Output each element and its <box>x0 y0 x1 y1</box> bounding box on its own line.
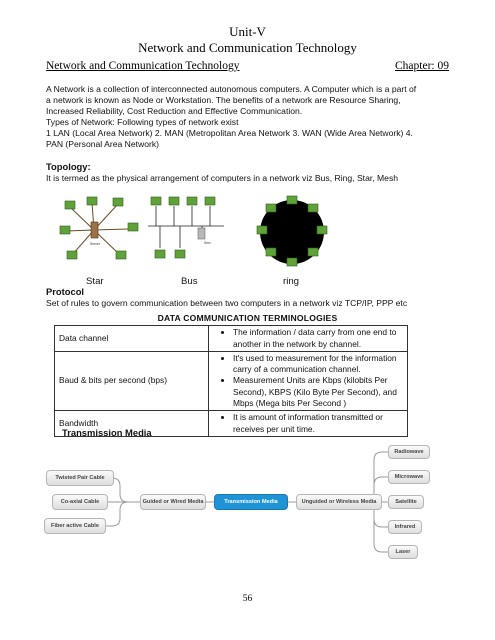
subject-heading: Network and Communication Technology <box>138 40 357 55</box>
star-hub-label: Server <box>90 242 100 246</box>
bus-server-label: Serv <box>204 241 211 245</box>
star-topology-diagram <box>58 195 144 265</box>
mindmap-node-radiowave: Radiowave <box>388 445 430 459</box>
topology-heading: Topology: <box>46 161 91 172</box>
bus-topology-diagram <box>146 194 228 266</box>
intro-line-4: Types of Network: Following types of network exist <box>46 117 239 127</box>
ring-topology-diagram <box>254 194 330 270</box>
term-cell: Data channel <box>55 326 209 352</box>
bus-caption: Bus <box>181 276 198 287</box>
protocol-heading: Protocol <box>46 286 85 297</box>
section-title: Network and Communication Technology <box>46 60 240 72</box>
intro-line-6: PAN (Personal Area Network) <box>46 139 160 149</box>
ring-caption: ring <box>283 276 299 287</box>
intro-line-5: 1 LAN (Local Area Network) 2. MAN (Metropolitan Area Network 3. WAN (Wide Area Network) 4. <box>46 128 413 138</box>
terminologies-title: DATA COMMUNICATION TERMINOLOGIES <box>157 313 338 323</box>
mindmap-node-twisted-pair: Twisted Pair Cable <box>46 470 114 486</box>
mindmap-node-infrared: Infrared <box>388 520 422 534</box>
unit-heading: Unit-V <box>229 24 266 39</box>
intro-line-3: Increased Reliability, Cost Reduction and Effective Communication. <box>46 106 303 116</box>
term-cell: Baud & bits per second (bps) <box>55 352 209 411</box>
table-row <box>55 326 408 352</box>
definition-point: • It's used to measurement for the information carry of a communication channel. <box>233 353 403 375</box>
definition-cell <box>209 326 408 352</box>
chapter-label: Chapter: 09 <box>395 60 449 72</box>
definition-cell <box>209 411 408 437</box>
intro-line-1: A Network is a collection of interconnected autonomous computers. A Computer which is a part of <box>46 84 417 94</box>
term-cell: Bandwidth <box>55 411 209 437</box>
definition-cell <box>209 352 408 411</box>
star-caption: Star <box>86 276 104 287</box>
definition-point: • Measurement Units are Kbps (kilobits Per Second), KBPS (Kilo Byte Per Second), and Mbps (Mega bits Per Second ) <box>233 375 403 409</box>
terminologies-table <box>54 325 408 437</box>
transmission-heading: Transmission Media <box>62 427 152 438</box>
mindmap-node-coaxial: Co-axial Cable <box>52 494 108 510</box>
protocol-text: Set of rules to govern communication between two computers in a network viz TCP/IP, PPP etc <box>46 298 408 308</box>
mindmap-node-guided: Guided or Wired Media <box>140 494 206 510</box>
definition-point: • The information / data carry from one end to another in the network by channel. <box>233 327 403 349</box>
mindmap-node-fiber: Fiber active Cable <box>44 518 106 534</box>
mindmap-node-satellite: Satellite <box>388 495 424 509</box>
topology-text: It is termed as the physical arrangement of computers in a network viz Bus, Ring, Star, Mesh <box>46 173 399 183</box>
mindmap-node-unguided: Unguided or Wireless Media <box>296 494 382 510</box>
mindmap-node-microwave: Microwave <box>388 470 430 484</box>
intro-line-2: a network is known as Node or Workstation. The benefits of a network are Resource Sharing, <box>46 95 401 105</box>
definition-point: • It is amount of information transmitted or receives per unit time. <box>233 412 403 434</box>
page-number: 56 <box>242 594 253 604</box>
mindmap-node-laser: Laser <box>388 545 418 559</box>
table-row <box>55 352 408 411</box>
mindmap-node-center: Transmission Media <box>214 494 288 510</box>
